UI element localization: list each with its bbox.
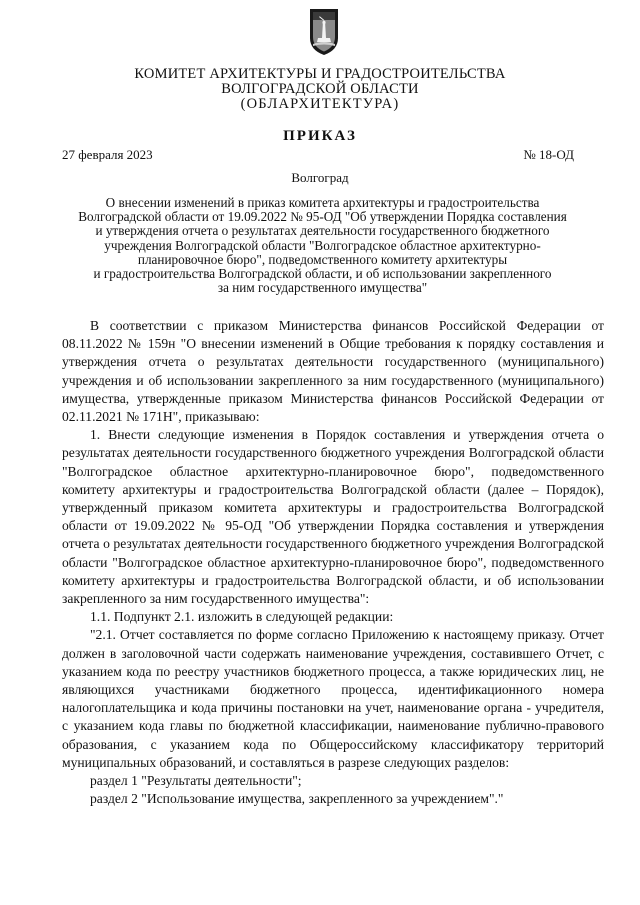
document-type-title: ПРИКАЗ <box>283 128 357 144</box>
organization-name-line-2: ВОЛГОГРАДСКОЙ ОБЛАСТИ <box>221 81 419 97</box>
clause-1-paragraph: 1. Внести следующие изменения в Порядок составления и утверждения отчета о результатах деятельности государственного бюджетного учреждения Волгоградской области "Волгоградское областное архитектурно-планировочное бюро", подведомственного комитету архитектуры и градостроительства Волгоградской области (далее – Порядок), утвержденный приказом комитета архитектуры и градостроительства Волгоградской области от 19.09.2022 № 95-ОД "Об утверждении Порядка составления и утверждения отчета о результатах деятельности государственного бюджетного учреждения Волгоградской области "Волгоградское областное архитектурно-планировочное бюро", подведомственного комитету архитектуры и градостроительства Волгоградской области, и об использовании закрепленного за ним государственного имущества": <box>62 427 604 607</box>
subject-line: О внесении изменений в приказ комитета архитектуры и градостроительства <box>105 195 540 210</box>
document-subject <box>60 196 585 295</box>
organization-name-line-1: КОМИТЕТ АРХИТЕКТУРЫ И ГРАДОСТРОИТЕЛЬСТВА <box>134 66 506 82</box>
subject-line: и утверждения отчета о результатах деятельности государственного бюджетного <box>95 223 550 239</box>
clause-2-1-text-paragraph: "2.1. Отчет составляется по форме согласно Приложению к настоящему приказу. Отчет должен в заголовочной части содержать наименование учреждения, составившего Отчет, с указанием кода по реестру участников бюджетного процесса, а также юридических лиц, не являющихся участниками бюджетного процесса, идентификационного номера налогоплательщика и кода причины постановки на учет, наименование органа - учредителя, с указанием кода главы по бюджетной классификации, наименование публично-правового образования, с указанием кода по Общероссийскому классификатору территорий муниципальных образований, и составляться в разрезе следующих разделов: <box>62 627 604 770</box>
section-2-item: раздел 2 "Использование имущества, закрепленного за учреждением"." <box>90 791 504 807</box>
subject-line: Волгоградской области от 19.09.2022 № 95-ОД "Об утверждении Порядка составления <box>78 209 567 225</box>
section-1-item: раздел 1 "Результаты деятельности"; <box>90 773 302 789</box>
subject-line: учреждения Волгоградской области "Волгоградское областное архитектурно- <box>104 237 541 253</box>
preamble-paragraph: В соответствии с приказом Министерства финансов Российской Федерации от 08.11.2022 № 159н "О внесении изменений в Общие требования к порядку составления и утверждения отчета о результатах деятельности государственного (муниципального) учреждения и об использовании закрепленного за ним государственного (муниципального) имущества, утвержденные приказом Министерства финансов Российской Федерации от 02.11.2021 № 171Н", приказываю: <box>62 318 604 425</box>
subject-line: и градостроительства Волгоградской области, и об использовании закрепленного <box>93 266 552 282</box>
document-date: 27 февраля 2023 <box>62 147 153 162</box>
volgograd-coat-of-arms-icon <box>309 8 339 56</box>
document-city: Волгоград <box>291 170 349 185</box>
subject-line: планировочное бюро", подведомственного комитету архитектуры <box>137 251 508 267</box>
clause-1-1-paragraph: 1.1. Подпункт 2.1. изложить в следующей редакции: <box>90 609 394 625</box>
document-number: № 18-ОД <box>523 147 574 162</box>
document-body <box>62 317 604 808</box>
subject-line: за ним государственного имущества" <box>217 280 428 296</box>
organization-short-name: (ОБЛАРХИТЕКТУРА) <box>240 96 400 112</box>
